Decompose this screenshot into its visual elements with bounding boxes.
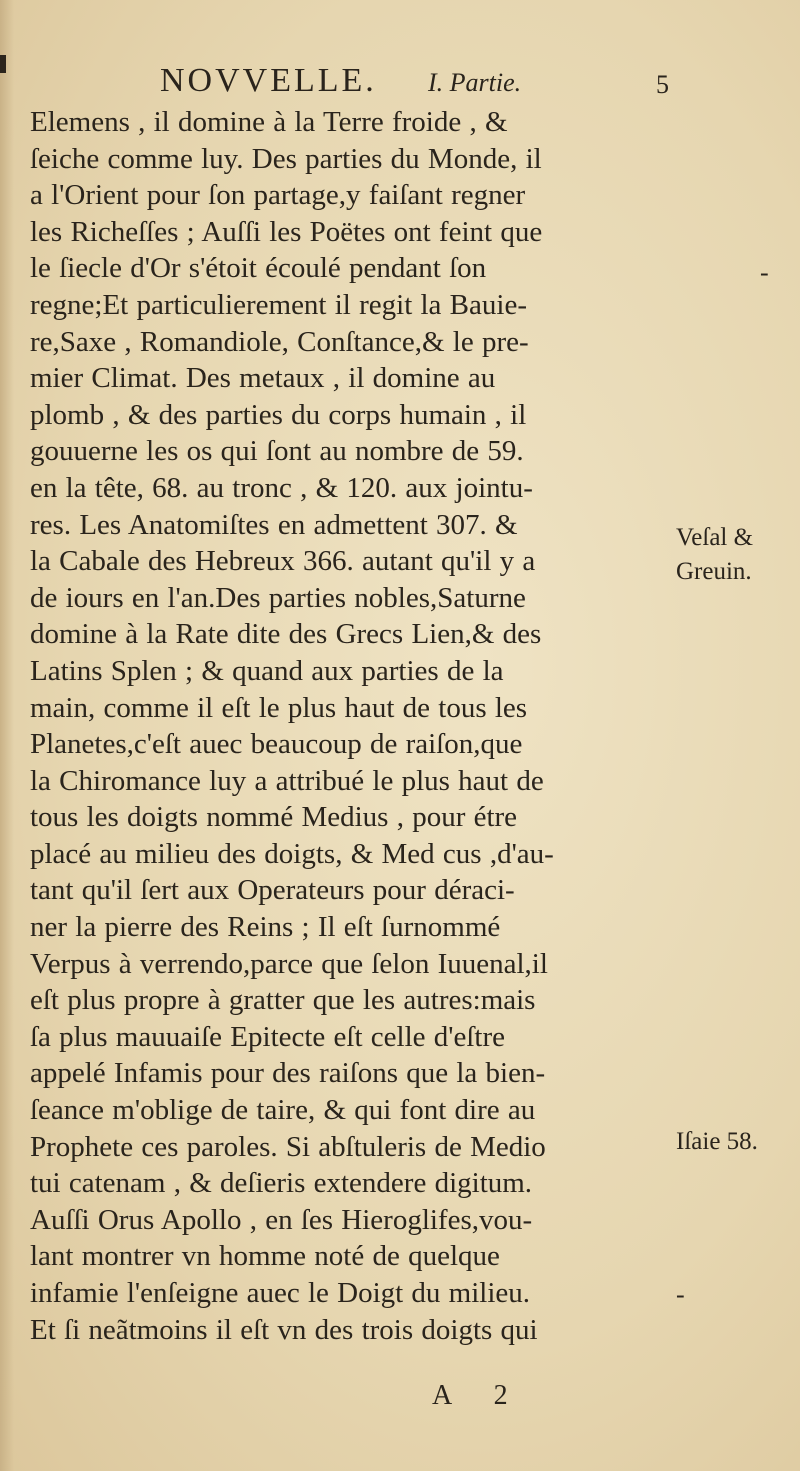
margin-note-vesal: Veſal & — [676, 524, 754, 551]
text-line: Verpus à verrendo,parce que ſelon Iuuenal,il — [30, 947, 548, 980]
text-line: re,Saxe , Romandiole, Conſtance,& le pre- — [30, 325, 529, 358]
margin-notes — [676, 0, 800, 1471]
text-line: la Chiromance luy a attribué le plus haut de — [30, 764, 544, 797]
text-line: le ſiecle d'Or s'étoit écoulé pendant ſon — [30, 252, 487, 285]
text-line: les Richeſſes ; Auſſi les Poëtes ont feint que — [30, 215, 543, 248]
text-line: infamie l'enſeigne auec le Doigt du milieu. — [30, 1277, 531, 1309]
text-line: Et ſi neãtmoins il eſt vn des trois doigts qui — [30, 1313, 538, 1346]
margin-dash-mark: - — [676, 1280, 685, 1309]
text-line: en la tête, 68. au tronc , & 120. aux jointu- — [30, 471, 533, 504]
text-line: tant qu'il ſert aux Operateurs pour déraci- — [30, 874, 515, 907]
text-line: Latins Splen ; & quand aux parties de la — [30, 654, 504, 687]
page-number: 5 — [656, 70, 669, 99]
text-line: Auſſi Orus Apollo , en ſes Hieroglifes,vou- — [30, 1203, 533, 1236]
text-line: domine à la Rate dite des Grecs Lien,& des — [30, 618, 542, 651]
text-line: tous les doigts nommé Medius , pour étre — [30, 801, 518, 834]
text-line: Prophete ces paroles. Si abſtuleris de Medio — [30, 1130, 546, 1163]
page-edge-shadow — [0, 0, 14, 1471]
text-line: mier Climat. Des metaux , il domine au — [30, 362, 496, 395]
text-line: ſa plus mauuaiſe Epitecte eſt celle d'eſtre — [30, 1020, 506, 1053]
text-line: la Cabale des Hebreux 366. autant qu'il y a — [30, 545, 536, 578]
text-line: de iours en l'an.Des parties nobles,Saturne — [30, 581, 526, 614]
main-text-block — [30, 104, 670, 1348]
margin-note-isaie: Iſaie 58. — [676, 1128, 758, 1155]
text-line: ſeiche comme luy. Des parties du Monde, il — [30, 142, 542, 175]
text-line: regne;Et particulierement il regit la Bauie- — [30, 288, 527, 321]
part-label: I. Partie. — [428, 68, 522, 97]
text-line: a l'Orient pour ſon partage,y faiſant regner — [30, 179, 526, 212]
text-line: eſt plus propre à gratter que les autres:mais — [30, 984, 536, 1017]
margin-dash-mark: - — [760, 258, 769, 287]
text-line: appelé Infamis pour des raiſons que la bien- — [30, 1057, 546, 1090]
text-line: Elemens , il domine à la Terre froide , & — [30, 106, 508, 138]
text-line: ſeance m'oblige de taire, & qui font dire au — [30, 1094, 536, 1127]
margin-note-greuin: Greuin. — [676, 558, 752, 585]
text-line: tui catenam , & deſieris extendere digitum. — [30, 1167, 533, 1200]
text-line: ner la pierre des Reins ; Il eſt ſurnommé — [30, 911, 501, 944]
text-line: plomb , & des parties du corps humain , il — [30, 398, 527, 431]
text-line: Planetes,c'eſt auec beaucoup de raiſon,que — [30, 728, 523, 761]
text-line: res. Les Anatomiſtes en admettent 307. & — [30, 508, 518, 541]
text-line: gouuerne les os qui ſont au nombre de 59. — [30, 435, 524, 468]
signature-mark: A 2 — [432, 1380, 526, 1411]
text-line: main, comme il eſt le plus haut de tous les — [30, 691, 528, 724]
text-line: placé au milieu des doigts, & Med cus ,d'au- — [30, 837, 554, 870]
text-line: lant montrer vn homme noté de quelque — [30, 1240, 500, 1273]
running-title: NOVVELLE. — [160, 62, 377, 99]
